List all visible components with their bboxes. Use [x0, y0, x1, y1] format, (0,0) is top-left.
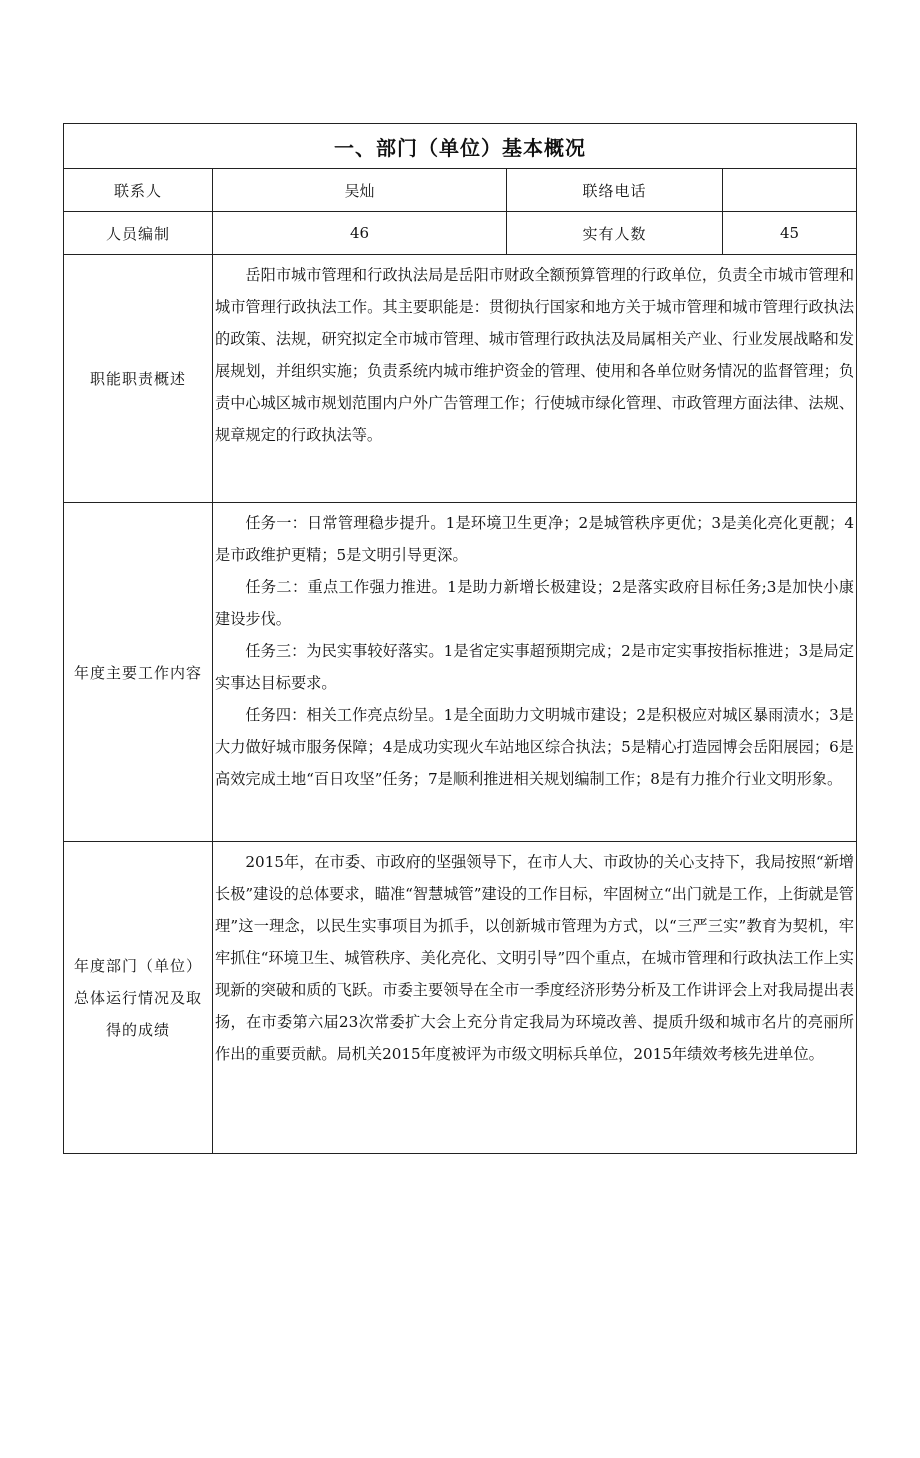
- performance-text: 2015年，在市委、市政府的坚强领导下，在市人大、市政协的关心支持下，我局按照“新增长极”建设的总体要求，瞄准“智慧城管”建设的工作目标，牢固树立“出门就是工作，上街就是管理”这一理念，以民生实事项目为抓手，以创新城市管理为方式，以“三严三实”教育为契机，牢牢抓住“环境卫生、城管秩序、美化亮化、文明引导”四个重点，在城市管理和行政执法工作上实现新的突破和质的飞跃。市委主要领导在全市一季度经济形势分析及工作讲评会上对我局提出表扬，在市委第六届23次常委扩大会上充分肯定我局为环境改善、提质升级和城市名片的亮丽所作出的重要贡献。局机关2015年度被评为市级文明标兵单位，2015年绩效考核先进单位。: [215, 853, 854, 1063]
- duties-label: 职能职责概述: [64, 255, 213, 503]
- table-title: 一、部门（单位）基本概况: [64, 124, 857, 169]
- phone-label: 联络电话: [507, 169, 723, 212]
- staff-actual-label: 实有人数: [507, 212, 723, 255]
- contact-value: 吴灿: [213, 169, 507, 212]
- staff-quota-value: 46: [213, 212, 507, 255]
- task-1: 任务一：日常管理稳步提升。1是环境卫生更净；2是城管秩序更优；3是美化亮化更靓；4是市政维护更精；5是文明引导更深。: [215, 514, 854, 564]
- task-3: 任务三：为民实事较好落实。1是省定实事超预期完成；2是市定实事按指标推进；3是局定实事达目标要求。: [215, 642, 854, 692]
- basic-info-table: [63, 123, 857, 1154]
- duties-text-cell: [213, 255, 857, 503]
- annual-work-cell: [213, 503, 857, 842]
- performance-label-line-2: 总体运行情况及取: [73, 988, 202, 1007]
- staff-actual-value: 45: [723, 212, 857, 255]
- duties-text: 岳阳市城市管理和行政执法局是岳阳市财政全额预算管理的行政单位，负责全市城市管理和城市管理行政执法工作。其主要职能是：贯彻执行国家和地方关于城市管理和城市管理行政执法的政策、法规，研究拟定全市城市管理、城市管理行政执法及局属相关产业、行业发展战略和发展规划，并组织实施；负责系统内城市维护资金的管理、使用和各单位财务情况的监督管理；负责中心城区城市规划范围内户外广告管理工作；行使城市绿化管理、市政管理方面法律、法规、规章规定的行政执法等。: [215, 266, 854, 444]
- performance-label: [64, 842, 213, 1154]
- form-sheet: [63, 123, 856, 1458]
- performance-text-cell: [213, 842, 857, 1154]
- staff-quota-label: 人员编制: [64, 212, 213, 255]
- performance-label-line-3: 得的成绩: [105, 1020, 170, 1039]
- performance-label-line-1: 年度部门（单位）: [73, 956, 202, 975]
- task-2: 任务二：重点工作强力推进。1是助力新增长极建设；2是落实政府目标任务;3是加快小康建设步伐。: [215, 578, 854, 628]
- phone-value: [723, 169, 857, 212]
- task-4: 任务四：相关工作亮点纷呈。1是全面助力文明城市建设；2是积极应对城区暴雨渍水；3是大力做好城市服务保障；4是成功实现火车站地区综合执法；5是精心打造园博会岳阳展园；6是高效完成土地“百日攻坚”任务；7是顺利推进相关规划编制工作；8是有力推介行业文明形象。: [215, 706, 854, 788]
- contact-label: 联系人: [64, 169, 213, 212]
- annual-work-label: 年度主要工作内容: [64, 503, 213, 842]
